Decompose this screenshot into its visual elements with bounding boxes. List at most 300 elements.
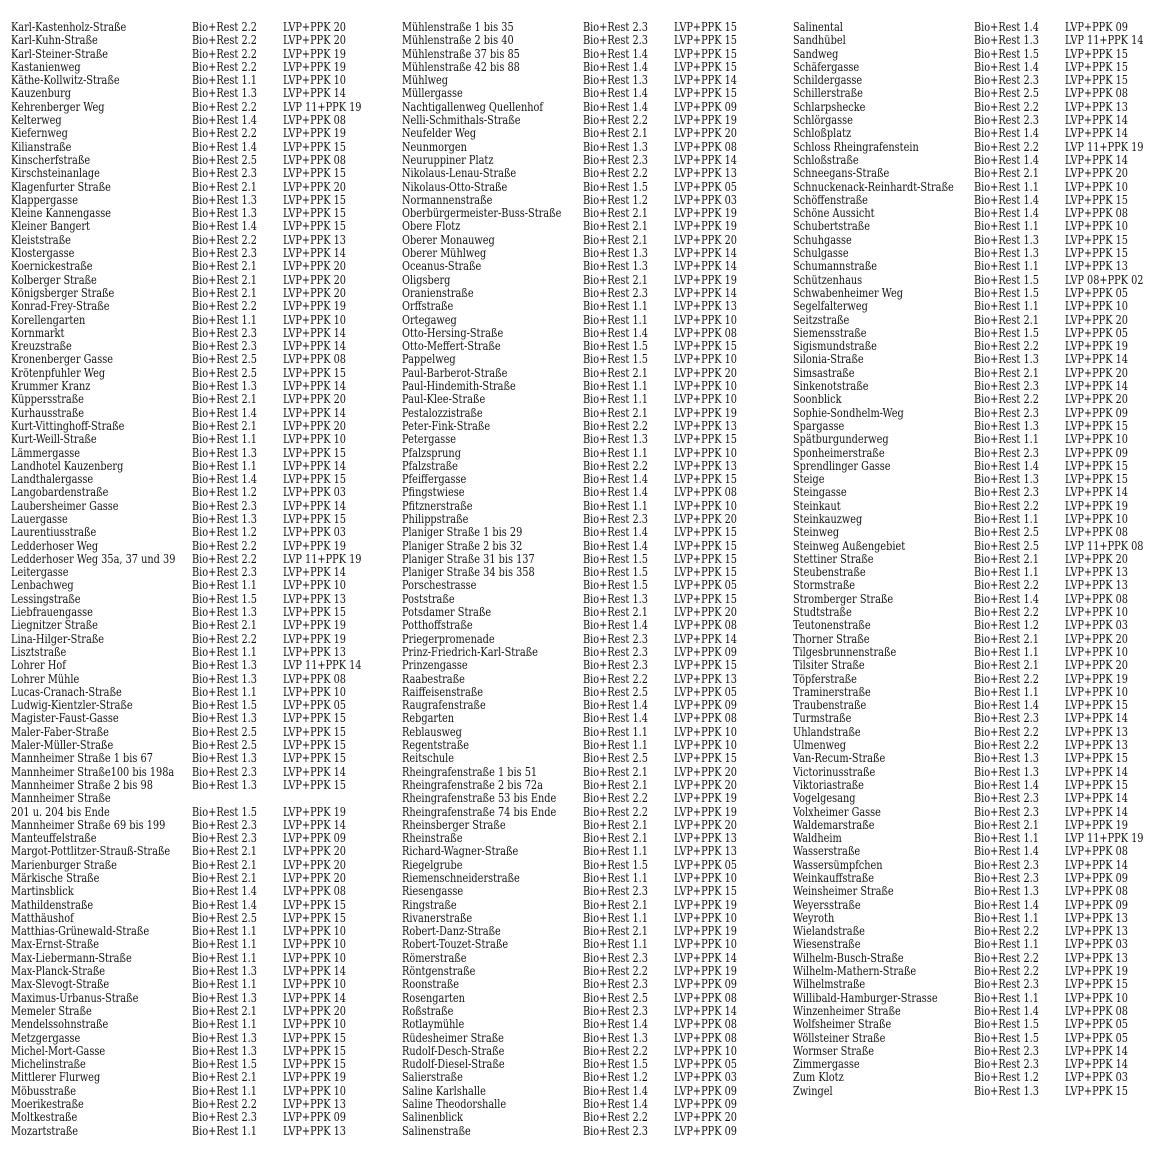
bio-rest-code: Bio+Rest 1.3 (583, 591, 648, 606)
lvp-ppk-code: LVP+PPK 19 (283, 538, 346, 553)
bio-rest-code: Bio+Rest 2.1 (583, 924, 648, 939)
bio-rest-code: Bio+Rest 2.2 (192, 538, 257, 553)
lvp-ppk-code: LVP+PPK 20 (674, 764, 737, 779)
street-name: Pestalozzistraße (402, 405, 483, 420)
street-name: Küppersstraße (11, 392, 84, 407)
bio-rest-code: Bio+Rest 1.3 (192, 777, 257, 792)
bio-rest-code: Bio+Rest 2.2 (583, 804, 648, 819)
lvp-ppk-code: LVP+PPK 14 (1065, 764, 1128, 779)
street-name: Otto-Hersing-Straße (402, 325, 504, 340)
bio-rest-code: Bio+Rest 1.1 (974, 219, 1039, 234)
street-name: Wiesenstraße (793, 937, 861, 952)
bio-rest-code: Bio+Rest 1.4 (583, 1083, 648, 1098)
lvp-ppk-code: LVP+PPK 14 (283, 246, 346, 261)
bio-rest-code: Bio+Rest 1.1 (192, 950, 257, 965)
bio-rest-code: Bio+Rest 1.4 (974, 591, 1039, 606)
bio-rest-code: Bio+Rest 2.3 (974, 113, 1039, 128)
bio-rest-code: Bio+Rest 2.3 (974, 711, 1039, 726)
bio-rest-code: Bio+Rest 1.3 (974, 352, 1039, 367)
bio-rest-code: Bio+Rest 2.2 (192, 232, 257, 247)
bio-rest-code: Bio+Rest 1.2 (583, 1070, 648, 1085)
bio-rest-code: Bio+Rest 1.4 (974, 458, 1039, 473)
bio-rest-code: Bio+Rest 1.1 (583, 871, 648, 885)
bio-rest-code: Bio+Rest 1.1 (192, 1123, 257, 1138)
street-name: Krummer Kranz (11, 379, 91, 394)
street-name: Schützenhaus (793, 272, 863, 287)
street-name: Maler-Müller-Straße (11, 738, 114, 753)
bio-rest-code: Bio+Rest 2.3 (192, 166, 257, 181)
street-name: Schloßstraße (793, 152, 859, 167)
street-name: Schildergasse (793, 73, 863, 88)
lvp-ppk-code: LVP+PPK 15 (283, 472, 346, 487)
bio-rest-code: Bio+Rest 1.1 (974, 937, 1039, 952)
lvp-ppk-code: LVP+PPK 10 (674, 738, 737, 753)
street-name: Seitzstraße (793, 312, 850, 327)
street-name: Steinkaut (793, 498, 841, 513)
lvp-ppk-code: LVP+PPK 13 (1065, 259, 1128, 274)
bio-rest-code: Bio+Rest 1.4 (583, 46, 648, 61)
bio-rest-code: Bio+Rest 1.4 (583, 485, 648, 500)
lvp-ppk-code: LVP+PPK 14 (283, 379, 346, 394)
street-name: Teutonenstraße (793, 618, 871, 633)
lvp-ppk-code: LVP+PPK 20 (1065, 365, 1128, 380)
street-name: Ortegaweg (402, 312, 457, 327)
bio-rest-code: Bio+Rest 2.1 (583, 777, 648, 792)
lvp-ppk-code: LVP+PPK 14 (283, 964, 346, 979)
street-name: Soonblick (793, 392, 842, 407)
street-name: Pfitznerstraße (402, 498, 473, 513)
bio-rest-code: Bio+Rest 1.1 (583, 392, 648, 407)
lvp-ppk-code: LVP+PPK 10 (674, 724, 737, 739)
bio-rest-code: Bio+Rest 2.2 (192, 551, 257, 566)
street-name: Nelli-Schmithals-Straße (402, 113, 521, 128)
street-name: Krötenpfuhler Weg (11, 365, 106, 380)
lvp-ppk-code: LVP+PPK 09 (1065, 20, 1128, 34)
bio-rest-code: Bio+Rest 1.4 (192, 219, 257, 234)
street-name: Neuruppiner Platz (402, 152, 494, 167)
bio-rest-code: Bio+Rest 1.2 (192, 525, 257, 540)
street-name: Moerikestraße (11, 1097, 84, 1112)
bio-rest-code: Bio+Rest 2.2 (192, 20, 257, 34)
street-name: Weyersstraße (793, 897, 861, 912)
lvp-ppk-code: LVP+PPK 14 (283, 498, 346, 513)
lvp-ppk-code: LVP+PPK 10 (283, 1083, 346, 1098)
lvp-ppk-code: LVP+PPK 08 (1065, 591, 1128, 606)
lvp-ppk-code: LVP+PPK 20 (1065, 166, 1128, 181)
street-name: Uhlandstraße (793, 724, 861, 739)
street-name: Ledderhoser Weg 35a, 37 und 39 (11, 551, 176, 566)
street-name: Römerstraße (402, 950, 467, 965)
lvp-ppk-code: LVP+PPK 10 (674, 379, 737, 394)
bio-rest-code: Bio+Rest 2.3 (583, 884, 648, 899)
street-name: Ringstraße (402, 897, 457, 912)
bio-rest-code: Bio+Rest 1.1 (583, 498, 648, 513)
street-name: Sandweg (793, 46, 839, 61)
street-name: Manteuffelstraße (11, 831, 97, 846)
bio-rest-code: Bio+Rest 2.3 (974, 1057, 1039, 1072)
bio-rest-code: Bio+Rest 1.1 (974, 644, 1039, 659)
street-name: Sprendlinger Gasse (793, 458, 891, 473)
bio-rest-code: Bio+Rest 1.4 (583, 472, 648, 487)
lvp-ppk-code: LVP+PPK 08 (674, 325, 737, 340)
street-name: Schneegans-Straße (793, 166, 890, 181)
street-name: Steinkauzweg (793, 511, 863, 526)
lvp-ppk-code: LVP+PPK 14 (283, 565, 346, 580)
street-name: Ludwig-Kientzler-Straße (11, 698, 133, 713)
bio-rest-code: Bio+Rest 2.3 (192, 1110, 257, 1125)
lvp-ppk-code: LVP+PPK 15 (674, 538, 737, 553)
bio-rest-code: Bio+Rest 2.1 (583, 405, 648, 420)
lvp-ppk-code: LVP+PPK 10 (283, 950, 346, 965)
lvp-ppk-code: LVP+PPK 15 (674, 432, 737, 447)
bio-rest-code: Bio+Rest 2.1 (583, 764, 648, 779)
street-name: Karl-Kastenholz-Straße (11, 20, 127, 34)
lvp-ppk-code: LVP 11+PPK 19 (283, 99, 362, 114)
lvp-ppk-code: LVP+PPK 10 (1065, 299, 1128, 314)
lvp-ppk-code: LVP+PPK 10 (1065, 605, 1128, 620)
bio-rest-code: Bio+Rest 1.5 (583, 179, 648, 194)
lvp-ppk-code: LVP+PPK 08 (674, 139, 737, 154)
lvp-ppk-code: LVP+PPK 09 (1065, 897, 1128, 912)
street-name: Rheingrafenstraße 74 bis Ende (402, 804, 557, 819)
street-name: Sophie-Sondhelm-Weg (793, 405, 904, 420)
street-name: Schumannstraße (793, 259, 877, 274)
bio-rest-code: Bio+Rest 2.2 (583, 791, 648, 806)
lvp-ppk-code: LVP+PPK 19 (1065, 339, 1128, 354)
street-name: Kelterweg (11, 113, 62, 128)
lvp-ppk-code: LVP+PPK 19 (674, 924, 737, 939)
bio-rest-code: Bio+Rest 2.1 (192, 272, 257, 287)
bio-rest-code: Bio+Rest 1.3 (192, 511, 257, 526)
lvp-ppk-code: LVP+PPK 15 (283, 751, 346, 766)
bio-rest-code: Bio+Rest 2.5 (583, 990, 648, 1005)
lvp-ppk-code: LVP+PPK 10 (674, 910, 737, 925)
street-name: Saline Karlshalle (402, 1083, 486, 1098)
street-name: Rheingrafenstraße 1 bis 51 (402, 764, 538, 779)
bio-rest-code: Bio+Rest 1.4 (974, 126, 1039, 141)
lvp-ppk-code: LVP+PPK 20 (674, 511, 737, 526)
bio-rest-code: Bio+Rest 1.2 (974, 618, 1039, 633)
bio-rest-code: Bio+Rest 2.1 (192, 844, 257, 859)
bio-rest-code: Bio+Rest 1.1 (583, 312, 648, 327)
bio-rest-code: Bio+Rest 1.3 (974, 1083, 1039, 1098)
street-name: Stromberger Straße (793, 591, 894, 606)
bio-rest-code: Bio+Rest 2.3 (974, 485, 1039, 500)
bio-rest-code: Bio+Rest 2.1 (192, 392, 257, 407)
street-name: Simsastraße (793, 365, 855, 380)
street-name: Metzgergasse (11, 1030, 81, 1045)
street-name: Silonia-Straße (793, 352, 864, 367)
street-name: Neunmorgen (402, 139, 467, 154)
bio-rest-code: Bio+Rest 1.4 (974, 897, 1039, 912)
street-name: Victorinusstraße (793, 764, 876, 779)
lvp-ppk-code: LVP+PPK 08 (283, 152, 346, 167)
bio-rest-code: Bio+Rest 1.1 (583, 937, 648, 952)
lvp-ppk-code: LVP+PPK 19 (674, 897, 737, 912)
street-name: Willibald-Hamburger-Strasse (793, 990, 938, 1005)
bio-rest-code: Bio+Rest 2.5 (583, 684, 648, 699)
street-name: Mannheimer Straße 2 bis 98 (11, 777, 153, 792)
street-name: Planiger Straße 31 bis 137 (402, 551, 535, 566)
street-name: Mozartstraße (11, 1123, 79, 1138)
lvp-ppk-code: LVP+PPK 08 (1065, 1003, 1128, 1018)
bio-rest-code: Bio+Rest 1.4 (583, 99, 648, 114)
street-name: Wolfsheimer Straße (793, 1017, 892, 1032)
bio-rest-code: Bio+Rest 2.1 (974, 817, 1039, 832)
bio-rest-code: Bio+Rest 1.4 (583, 538, 648, 553)
street-name: Laurentiusstraße (11, 525, 97, 540)
street-name: Max-Slevogt-Straße (11, 977, 110, 992)
lvp-ppk-code: LVP+PPK 19 (283, 126, 346, 141)
lvp-ppk-code: LVP+PPK 15 (674, 20, 737, 34)
street-name: Landthalergasse (11, 472, 94, 487)
street-name: Regentstraße (402, 738, 469, 753)
lvp-ppk-code: LVP+PPK 19 (1065, 671, 1128, 686)
bio-rest-code: Bio+Rest 2.5 (583, 751, 648, 766)
lvp-ppk-code: LVP+PPK 19 (283, 46, 346, 61)
bio-rest-code: Bio+Rest 1.3 (974, 232, 1039, 247)
bio-rest-code: Bio+Rest 1.5 (974, 325, 1039, 340)
lvp-ppk-code: LVP+PPK 14 (1065, 804, 1128, 819)
street-name: Tilsiter Straße (793, 658, 865, 673)
street-name: Thorner Straße (793, 631, 870, 646)
bio-rest-code: Bio+Rest 1.3 (583, 1030, 648, 1045)
bio-rest-code: Bio+Rest 2.2 (974, 392, 1039, 407)
lvp-ppk-code: LVP+PPK 09 (674, 99, 737, 114)
lvp-ppk-code: LVP+PPK 03 (1065, 618, 1128, 633)
lvp-ppk-code: LVP+PPK 14 (674, 73, 737, 88)
bio-rest-code: Bio+Rest 1.5 (192, 1057, 257, 1072)
bio-rest-code: Bio+Rest 2.2 (974, 738, 1039, 753)
lvp-ppk-code: LVP+PPK 19 (674, 206, 737, 221)
street-name: Salinenblick (402, 1110, 463, 1125)
bio-rest-code: Bio+Rest 2.5 (192, 365, 257, 380)
lvp-ppk-code: LVP+PPK 05 (1065, 325, 1128, 340)
bio-rest-code: Bio+Rest 2.1 (583, 272, 648, 287)
lvp-ppk-code: LVP+PPK 15 (283, 777, 346, 792)
lvp-ppk-code: LVP+PPK 20 (283, 20, 346, 34)
lvp-ppk-code: LVP+PPK 14 (283, 325, 346, 340)
lvp-ppk-code: LVP+PPK 15 (1065, 751, 1128, 766)
bio-rest-code: Bio+Rest 2.2 (974, 605, 1039, 620)
street-name: Oranienstraße (402, 285, 474, 300)
street-name: Kurt-Vittinghoff-Straße (11, 418, 125, 433)
street-name: Kolberger Straße (11, 272, 97, 287)
bio-rest-code: Bio+Rest 1.3 (583, 246, 648, 261)
lvp-ppk-code: LVP+PPK 15 (674, 59, 737, 74)
lvp-ppk-code: LVP+PPK 05 (674, 1057, 737, 1072)
bio-rest-code: Bio+Rest 2.2 (583, 671, 648, 686)
street-name: Sigismundstraße (793, 339, 877, 354)
lvp-ppk-code: LVP+PPK 15 (1065, 1083, 1128, 1098)
lvp-ppk-code: LVP+PPK 08 (1065, 844, 1128, 859)
lvp-ppk-code: LVP+PPK 13 (1065, 578, 1128, 593)
bio-rest-code: Bio+Rest 2.3 (974, 379, 1039, 394)
street-name: Viktoriastraße (793, 777, 864, 792)
street-name: Mannheimer Straße 1 bis 67 (11, 751, 153, 766)
lvp-ppk-code: LVP+PPK 15 (1065, 59, 1128, 74)
bio-rest-code: Bio+Rest 2.2 (192, 631, 257, 646)
bio-rest-code: Bio+Rest 1.1 (192, 644, 257, 659)
bio-rest-code: Bio+Rest 2.3 (192, 831, 257, 846)
bio-rest-code: Bio+Rest 2.2 (583, 113, 648, 128)
lvp-ppk-code: LVP+PPK 15 (1065, 246, 1128, 261)
lvp-ppk-code: LVP+PPK 19 (283, 1070, 346, 1085)
lvp-ppk-code: LVP+PPK 13 (1065, 910, 1128, 925)
street-name: Oceanus-Straße (402, 259, 482, 274)
lvp-ppk-code: LVP+PPK 15 (674, 86, 737, 101)
street-name: Schubertstraße (793, 219, 870, 234)
bio-rest-code: Bio+Rest 2.1 (583, 897, 648, 912)
street-name: Richard-Wagner-Straße (402, 844, 519, 859)
street-name: Schöffenstraße (793, 192, 868, 207)
lvp-ppk-code: LVP+PPK 09 (674, 698, 737, 713)
lvp-ppk-code: LVP 11+PPK 19 (283, 551, 362, 566)
bio-rest-code: Bio+Rest 1.4 (583, 325, 648, 340)
bio-rest-code: Bio+Rest 1.1 (192, 977, 257, 992)
lvp-ppk-code: LVP+PPK 13 (1065, 724, 1128, 739)
street-name: Magister-Faust-Gasse (11, 711, 119, 726)
lvp-ppk-code: LVP+PPK 09 (1065, 445, 1128, 460)
street-name: Michel-Mort-Gasse (11, 1043, 106, 1058)
lvp-ppk-code: LVP+PPK 08 (283, 671, 346, 686)
lvp-ppk-code: LVP+PPK 20 (674, 126, 737, 141)
street-name: Petergasse (402, 432, 457, 447)
street-name: Schlarpshecke (793, 99, 866, 114)
bio-rest-code: Bio+Rest 1.5 (974, 272, 1039, 287)
lvp-ppk-code: LVP+PPK 08 (1065, 86, 1128, 101)
street-name: Sandhübel (793, 33, 846, 48)
street-name: Schwabenheimer Weg (793, 285, 904, 300)
bio-rest-code: Bio+Rest 1.1 (974, 910, 1039, 925)
bio-rest-code: Bio+Rest 2.2 (974, 339, 1039, 354)
lvp-ppk-code: LVP+PPK 20 (674, 365, 737, 380)
bio-rest-code: Bio+Rest 2.1 (583, 365, 648, 380)
bio-rest-code: Bio+Rest 2.3 (583, 285, 648, 300)
lvp-ppk-code: LVP 11+PPK 08 (1065, 538, 1144, 553)
lvp-ppk-code: LVP+PPK 13 (1065, 738, 1128, 753)
lvp-ppk-code: LVP+PPK 08 (674, 711, 737, 726)
lvp-ppk-code: LVP+PPK 05 (674, 684, 737, 699)
street-name: Robert-Touzet-Straße (402, 937, 509, 952)
lvp-ppk-code: LVP+PPK 20 (674, 232, 737, 247)
bio-rest-code: Bio+Rest 1.4 (974, 59, 1039, 74)
street-name: Reblausweg (402, 724, 462, 739)
bio-rest-code: Bio+Rest 1.3 (974, 884, 1039, 899)
lvp-ppk-code: LVP+PPK 19 (283, 631, 346, 646)
lvp-ppk-code: LVP+PPK 19 (674, 219, 737, 234)
lvp-ppk-code: LVP+PPK 08 (674, 485, 737, 500)
lvp-ppk-code: LVP+PPK 19 (674, 113, 737, 128)
bio-rest-code: Bio+Rest 1.1 (192, 578, 257, 593)
street-name: Oberbürgermeister-Buss-Straße (402, 206, 562, 221)
bio-rest-code: Bio+Rest 1.1 (583, 379, 648, 394)
bio-rest-code: Bio+Rest 1.4 (974, 20, 1039, 34)
street-name: Obere Flotz (402, 219, 461, 234)
bio-rest-code: Bio+Rest 2.1 (974, 365, 1039, 380)
lvp-ppk-code: LVP+PPK 19 (674, 791, 737, 806)
bio-rest-code: Bio+Rest 1.1 (974, 511, 1039, 526)
street-name: Porschestrasse (402, 578, 477, 593)
lvp-ppk-code: LVP+PPK 05 (1065, 1017, 1128, 1032)
street-name: Raabestraße (402, 671, 465, 686)
lvp-ppk-code: LVP+PPK 14 (283, 764, 346, 779)
lvp-ppk-code: LVP+PPK 15 (1065, 232, 1128, 247)
lvp-ppk-code: LVP+PPK 10 (674, 312, 737, 327)
bio-rest-code: Bio+Rest 2.3 (974, 857, 1039, 872)
street-name: Schöne Aussicht (793, 206, 875, 221)
lvp-ppk-code: LVP+PPK 08 (674, 1030, 737, 1045)
lvp-ppk-code: LVP+PPK 05 (1065, 1030, 1128, 1045)
bio-rest-code: Bio+Rest 1.5 (974, 1030, 1039, 1045)
bio-rest-code: Bio+Rest 1.4 (583, 698, 648, 713)
bio-rest-code: Bio+Rest 2.2 (974, 139, 1039, 154)
lvp-ppk-code: LVP+PPK 10 (283, 312, 346, 327)
lvp-ppk-code: LVP+PPK 15 (674, 339, 737, 354)
bio-rest-code: Bio+Rest 2.3 (192, 325, 257, 340)
lvp-ppk-code: LVP 11+PPK 19 (1065, 831, 1144, 846)
street-name: Priegerpromenade (402, 631, 495, 646)
lvp-ppk-code: LVP+PPK 20 (283, 1003, 346, 1018)
lvp-ppk-code: LVP+PPK 03 (1065, 1070, 1128, 1085)
street-name: Mendelssohnstraße (11, 1017, 109, 1032)
bio-rest-code: Bio+Rest 2.3 (974, 977, 1039, 992)
street-name: Segelfalterweg (793, 299, 868, 314)
lvp-ppk-code: LVP+PPK 20 (674, 817, 737, 832)
bio-rest-code: Bio+Rest 1.3 (974, 764, 1039, 779)
bio-rest-code: Bio+Rest 2.1 (583, 206, 648, 221)
lvp-ppk-code: LVP+PPK 10 (283, 1017, 346, 1032)
street-name: Matthias-Grünewald-Straße (11, 924, 150, 939)
lvp-ppk-code: LVP+PPK 14 (674, 285, 737, 300)
lvp-ppk-code: LVP+PPK 14 (283, 405, 346, 420)
street-name: Waldheim (793, 831, 842, 846)
street-name: Salinenstraße (402, 1123, 471, 1138)
bio-rest-code: Bio+Rest 2.2 (974, 724, 1039, 739)
lvp-ppk-code: LVP+PPK 03 (1065, 937, 1128, 952)
lvp-ppk-code: LVP+PPK 03 (283, 525, 346, 540)
lvp-ppk-code: LVP+PPK 08 (674, 1017, 737, 1032)
lvp-ppk-code: LVP+PPK 10 (283, 684, 346, 699)
lvp-ppk-code: LVP+PPK 14 (1065, 791, 1128, 806)
lvp-ppk-code: LVP+PPK 09 (674, 1083, 737, 1098)
bio-rest-code: Bio+Rest 1.5 (583, 857, 648, 872)
street-name: Winzenheimer Straße (793, 1003, 901, 1018)
bio-rest-code: Bio+Rest 2.1 (974, 166, 1039, 181)
street-name: Korellengarten (11, 312, 86, 327)
street-name: Rotlaymühle (402, 1017, 465, 1032)
street-name: Sinkenotstraße (793, 379, 869, 394)
lvp-ppk-code: LVP+PPK 15 (283, 724, 346, 739)
street-name: Zum Klotz (793, 1070, 844, 1085)
lvp-ppk-code: LVP+PPK 15 (283, 139, 346, 154)
street-name: Lohrer Mühle (11, 671, 80, 686)
street-name: Raugrafenstraße (402, 698, 486, 713)
bio-rest-code: Bio+Rest 1.5 (974, 285, 1039, 300)
bio-rest-code: Bio+Rest 2.3 (583, 658, 648, 673)
street-name: Pfalzsprung (402, 445, 461, 460)
bio-rest-code: Bio+Rest 2.1 (583, 126, 648, 141)
street-name: Klostergasse (11, 246, 75, 261)
street-name: Kilianstraße (11, 139, 72, 154)
bio-rest-code: Bio+Rest 1.1 (192, 458, 257, 473)
street-name: Rheingrafenstraße 2 bis 72a (402, 777, 543, 792)
street-name: Kirschsteinanlage (11, 166, 100, 181)
lvp-ppk-code: LVP+PPK 15 (283, 1043, 346, 1058)
bio-rest-code: Bio+Rest 1.3 (192, 86, 257, 101)
bio-rest-code: Bio+Rest 2.3 (974, 445, 1039, 460)
street-name: Normannenstraße (402, 192, 493, 207)
